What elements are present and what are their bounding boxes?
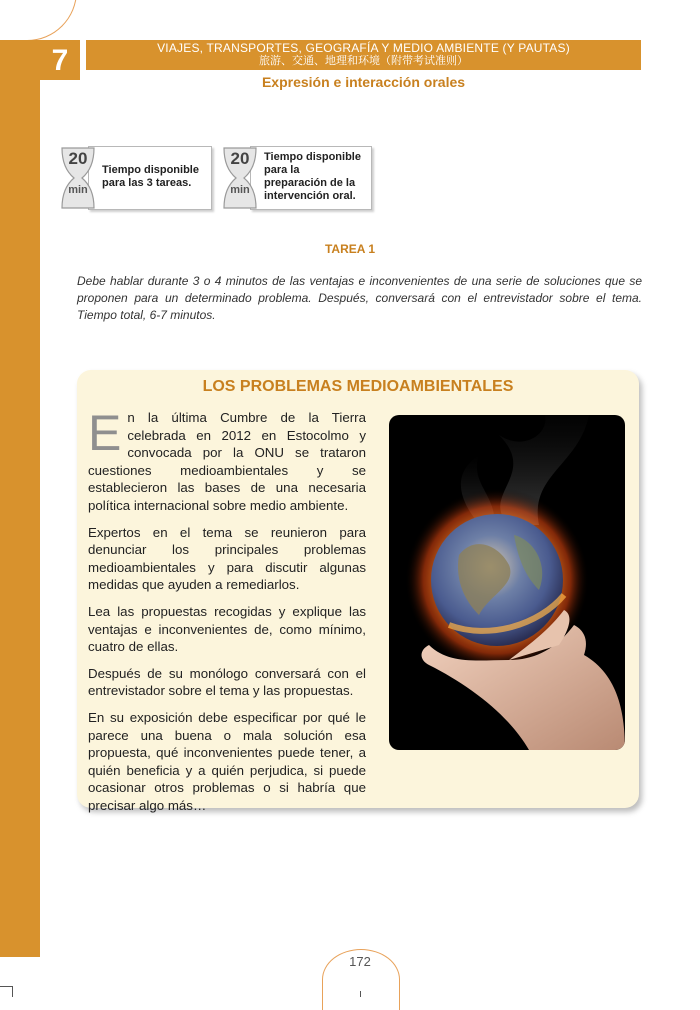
article-paragraph: Lea las propuestas recogidas y explique las ventajas e inconvenientes de, como mínimo, cuatro de ellas. (88, 603, 366, 655)
burning-earth-photo (389, 415, 625, 750)
article-paragraph: Expertos en el tema se reunieron para denunciar los principales problemas medioambientales y para discutir algunas medidas que ayuden a remediarlos. (88, 524, 366, 593)
dropcap: E (88, 405, 122, 461)
header-title-zh: 旅游、交通、地理和环境（附带考试准则） (259, 55, 468, 67)
chapter-sidebar (0, 40, 40, 957)
article-paragraph (88, 405, 366, 515)
paragraph-text: n la última Cumbre de la Tierra celebrada en 2012 en Estocolmo y convocada por la ONU se trataron cuestiones medioambientales y se establecieron las bases de una necesaria política internacional sobre medio ambiente. (88, 410, 366, 513)
section-subtitle: Expresión e interacción orales (261, 74, 466, 90)
article-text (88, 405, 366, 823)
header-title-es: VIAJES, TRANSPORTES, GEOGRAFÍA Y MEDIO AMBIENTE (Y PAUTAS) (157, 41, 570, 55)
crop-mark (0, 986, 12, 987)
timer-number: 20 (68, 149, 88, 168)
crop-mark (360, 991, 361, 997)
timer-total (60, 146, 212, 210)
timer-number: 20 (230, 149, 250, 168)
timer-label: Tiempo disponible para las 3 tareas. (102, 164, 199, 189)
page-number: 172 (349, 954, 371, 969)
header-bar (86, 40, 641, 70)
article-title: LOS PROBLEMAS MEDIOAMBIENTALES (202, 378, 514, 395)
chapter-number: 7 (51, 44, 69, 77)
timer-unit: min (230, 184, 250, 196)
timer-label: Tiempo disponible para la preparación de la intervención oral. (264, 151, 361, 202)
article-paragraph: En su exposición debe especificar por qué le parece una buena o mala solución esa propuesta, qué inconvenientes puede tener, a quién beneficia y a quién perjudica, si puede ocasionar otros problemas o si habría que precisar algo más… (88, 709, 366, 813)
article-paragraph: Después de su monólogo conversará con el entrevistador sobre el tema y las propuestas. (88, 665, 366, 699)
crop-mark (12, 986, 13, 997)
task-title: TAREA 1 (324, 242, 375, 256)
timer-preparation (222, 146, 372, 210)
task-instructions: Debe hablar durante 3 o 4 minutos de las ventajas e inconvenientes de una serie de soluciones que se proponen para un determinado problema. Después, conversará con el entrevistador sobre el tema. Tiempo total, 6-7 minutos. (77, 274, 642, 322)
burning-earth-illustration (389, 415, 625, 750)
timer-unit: min (68, 184, 88, 196)
decorative-arc (0, 0, 77, 41)
